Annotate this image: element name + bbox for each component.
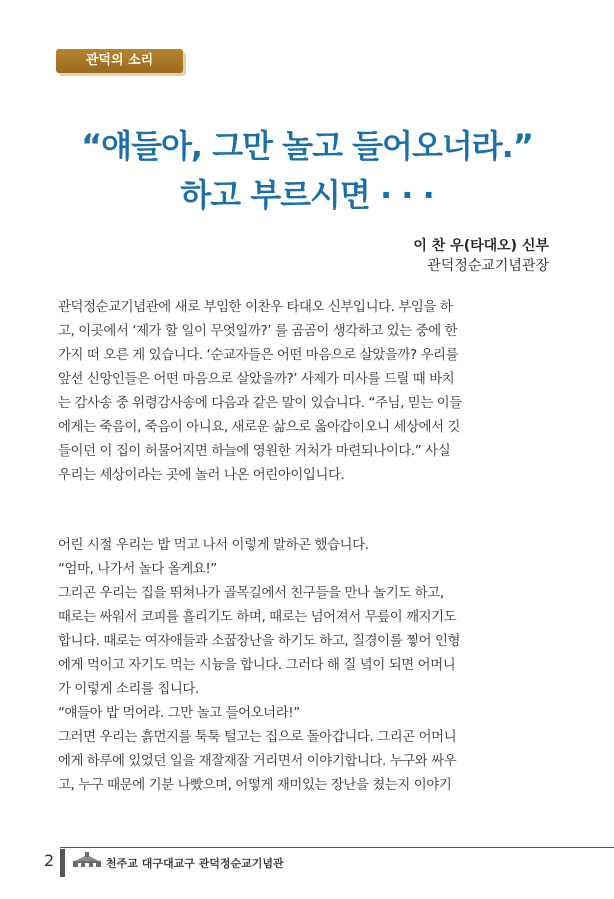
text-line: 는 감사송 중 위령감사송에 다음과 같은 말이 있습니다. “주님, 믿는 이들	[58, 396, 462, 411]
author-name: 이 찬 우(타대오) 신부	[413, 238, 549, 254]
text-line: 합니다. 때로는 여자애들과 소꿉장난을 하기도 하고, 질경이를 찧어 인형	[58, 634, 461, 649]
text-line: 들이던 이 집이 허물어지면 하늘에 영원한 거처가 마련되나이다.” 사실	[58, 444, 451, 459]
text-line: 가지 떠 오른 게 있습니다. ‘순교자들은 어떤 마음으로 살았을까? 우리를	[58, 348, 459, 363]
text-line: 에게 하루에 있었던 일을 재잘재잘 거리면서 이야기합니다. 누구와 싸우	[58, 754, 457, 769]
footer-divider	[60, 847, 614, 848]
text-line: 그리곤 우리는 집을 뛰쳐나가 골목길에서 친구들을 만나 놀기도 하고,	[58, 586, 444, 601]
text-line: 에게 먹이고 자기도 먹는 시늉을 합니다. 그러다 해 질 녘이 되면 어머니	[58, 658, 456, 673]
church-building-icon	[72, 852, 102, 872]
text-line: 에게는 죽음이, 죽음이 아니요, 새로운 삶으로 옮아갑이오니 세상에서 깃	[58, 420, 461, 435]
title-line-2: 하고 부르시면 · · ·	[180, 176, 434, 214]
paragraph-2	[58, 534, 558, 798]
text-line: 고, 이곳에서 ‘제가 할 일이 무엇일까?’ 를 곰곰이 생각하고 있는 중에 한	[58, 324, 458, 339]
page-number: 2	[44, 851, 55, 870]
paragraph-1	[58, 296, 558, 488]
footer-text: 천주교 대구대교구 관덕정순교기념관	[106, 857, 284, 870]
footer-bar	[60, 849, 65, 877]
author-block	[413, 236, 549, 276]
text-line: 앞선 신앙인들은 어떤 마음으로 살았을까?’ 사제가 미사를 드릴 때 바치	[58, 372, 455, 387]
text-line: 우리는 세상이라는 곳에 놀러 나온 어린아이입니다.	[58, 468, 345, 483]
text-line: 때로는 싸워서 코피를 흘리기도 하며, 때로는 넘어져서 무릎이 깨지기도	[58, 610, 457, 625]
text-line: 어린 시절 우리는 밥 먹고 나서 이렇게 말하곤 했습니다.	[58, 538, 369, 553]
text-line: 고, 누구 때문에 기분 나빴으며, 어떻게 재미있는 장난을 쳤는지 이야기	[58, 778, 452, 793]
text-line: 그러면 우리는 흙먼지를 툭툭 털고는 집으로 돌아갑니다. 그리곤 어머니	[58, 730, 457, 745]
title-line-1: “얘들아, 그만 놀고 들어오너라.”	[81, 127, 533, 165]
text-line: “얘들아 밥 먹어라. 그만 놀고 들어오너라!”	[58, 706, 300, 721]
author-role: 관덕정순교기념관장	[427, 258, 549, 274]
section-tab: 관덕의 소리	[56, 49, 183, 73]
text-line: “엄마, 나가서 놀다 올게요!”	[58, 562, 217, 577]
text-line: 가 이렇게 소리를 칩니다.	[58, 682, 199, 697]
text-line: 관덕정순교기념관에 새로 부임한 이찬우 타대오 신부입니다. 부임을 하	[58, 300, 453, 315]
